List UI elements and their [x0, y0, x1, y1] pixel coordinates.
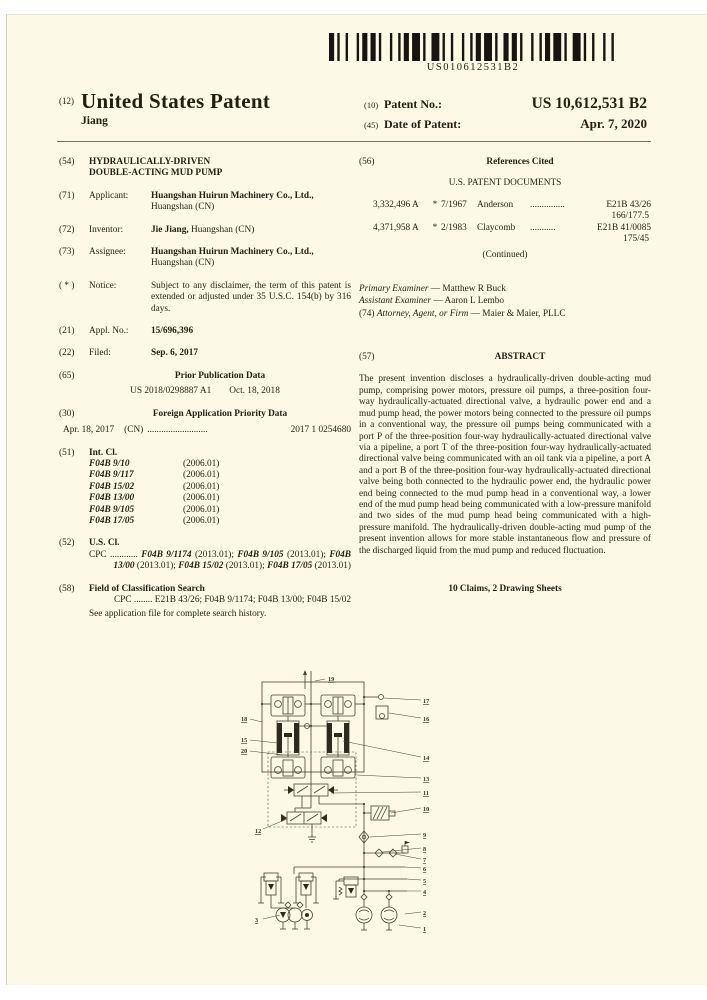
field-num: (73)	[59, 247, 75, 258]
leader-line	[370, 834, 421, 837]
figure-ref-numeral: 11	[423, 790, 429, 797]
figure-ref-numeral: 9	[423, 832, 427, 839]
field-num: (22)	[59, 348, 75, 359]
field-56-references	[359, 157, 651, 168]
barcode-bar	[398, 33, 400, 61]
int-cl-row: F04B 17/05 (2006.01)	[89, 515, 220, 526]
reference-row: 3,332,496 A * 7/1967 Anderson ............... E21B 43/26	[373, 199, 651, 210]
leader-line	[263, 915, 280, 919]
abstract-text: The present invention discloses a hydraulically-driven double-acting mud pump, comprising power motors, pressure oil pumps, a three-position four-way hydraulically-actuated directional valve, a hydraulic power end and a mud pump head, the power motors being connected to the pressure oil pumps in a conventional way, the pressure oil pumps being communicated with a port P of the three-position four-way hydraulically-actuated directional valve via a pipeline, a port T of the three-position four-way hydraulically-actuated directional valve being communicated with an oil tank via a pipeline, a port A and a port B of the three-position four-way hydraulically-actuated directional valve being both connected to the hydraulic power end, the hydraulic power end being connected to the mud pump head in a conventional way, a lower end of the mud pump head being communicated with a low-pressure manifold and two sides of the mud pump head being communicated with a high-pressure manifold. The hydraulically-driven double-acting mud pump of the present invention allows for more stable instantaneous flow and pressure of the discharged liquid from the mud pump and reduced fluctuation.	[359, 374, 651, 556]
leader-line	[407, 879, 421, 880]
applicant-label: Applicant:	[89, 190, 129, 201]
barcode-bar	[379, 33, 381, 61]
leader-line	[357, 775, 421, 778]
claims-sheets-note: 10 Claims, 2 Drawing Sheets	[448, 583, 562, 594]
field-search-heading: Field of Classification Search	[89, 583, 205, 594]
leader-line	[331, 792, 421, 793]
prior-pub-heading: Prior Publication Data	[174, 370, 266, 381]
field-num: (56)	[359, 157, 375, 167]
invention-title	[89, 157, 351, 180]
header-left	[59, 89, 270, 127]
leader-line	[263, 819, 287, 829]
inventor-value	[151, 225, 351, 236]
header-right	[364, 95, 647, 135]
figure-ref-numeral: 6	[423, 866, 427, 873]
leader-line	[250, 740, 278, 743]
figure-ref-numeral: 8	[423, 846, 427, 853]
inventor-name: Jie Jiang,	[151, 224, 189, 235]
figure-ref-numeral: 7	[423, 857, 427, 864]
figure-ref-numeral: 4	[423, 889, 427, 896]
barcode-bar	[329, 33, 334, 61]
date-label: Date of Patent:	[384, 117, 462, 131]
barcode-bar	[603, 33, 605, 61]
foreign-priority-heading: Foreign Application Priority Data	[152, 408, 288, 419]
field-51-int-cl	[59, 448, 351, 528]
field-73-assignee	[59, 247, 351, 270]
barcode-bar	[337, 33, 339, 61]
assistant-examiner: Assistant Examiner — Aaron L Lembo	[359, 296, 505, 307]
barcode-bar	[584, 33, 586, 61]
int-cl-row: F04B 9/117 (2006.01)	[89, 470, 220, 481]
reference-subclass: 166/177.5	[611, 211, 649, 222]
field-search-cpc: CPC ........ E21B 43/26; F04B 9/1174; F04B 13/00; F04B 15/02	[113, 594, 351, 605]
notice-text: Subject to any disclaimer, the term of this patent is extended or adjusted under 35 U.S.C. 154(b) by 316 days.	[151, 280, 351, 314]
field-notice	[59, 281, 351, 315]
field-num: ( * )	[59, 280, 75, 291]
prior-pub-number: US 2018/0298887 A1	[130, 386, 212, 397]
filed-value: Sep. 6, 2017	[151, 348, 199, 359]
header-rule	[57, 141, 651, 142]
inventor-location: Huangshan (CN)	[188, 224, 255, 235]
assignee-value	[151, 247, 351, 270]
field-21-appl-no	[59, 326, 351, 337]
field-num: (65)	[59, 370, 75, 381]
int-cl-row: F04B 9/10 (2006.01)	[89, 458, 220, 469]
filed-label: Filed:	[89, 348, 111, 359]
figure-ref-numeral: 18	[241, 716, 248, 723]
figure-ref-numeral: 3	[255, 917, 259, 924]
figure-ref-numeral: 17	[423, 698, 430, 705]
us-cl-heading: U.S. Cl.	[89, 538, 120, 549]
continued-note: (Continued)	[482, 250, 528, 261]
leader-line	[315, 679, 325, 681]
barcode-bar	[404, 33, 409, 61]
field-65-prior-publication	[59, 371, 351, 398]
barcode	[329, 33, 617, 61]
barcode-bar	[423, 33, 425, 61]
us-cl-cpc: CPC ............ F04B 9/1174 (2013.01); F04B 9/105 (2013.01); F04B 13/00 (2013.01); F04B 15/02 (2013.01); F04B 17/05 (2013.01)	[89, 549, 352, 572]
patent-no-code: (10)	[364, 100, 379, 110]
field-num: (57)	[359, 352, 375, 363]
applicant-name: Huangshan Huirun Machinery Co., Ltd.,	[151, 190, 314, 201]
field-search-note: See application file for complete search history.	[89, 609, 267, 620]
appl-no-label: Appl. No.:	[89, 326, 129, 337]
patent-no-value: US 10,612,531 B2	[531, 95, 647, 112]
field-num: (71)	[59, 190, 75, 201]
barcode-bar	[545, 33, 550, 61]
appl-no-value: 15/696,396	[151, 326, 194, 337]
barcode-bar	[611, 33, 613, 61]
barcode-bar	[512, 33, 517, 61]
leader-line	[391, 808, 421, 813]
field-22-filed	[59, 348, 351, 359]
field-72-inventor	[59, 225, 351, 236]
barcode-bar	[431, 33, 439, 61]
patent-page	[6, 14, 707, 985]
us-patent-documents-heading: U.S. PATENT DOCUMENTS	[448, 178, 562, 189]
doc-kind-code: (12)	[59, 96, 74, 106]
barcode-bar	[564, 33, 566, 61]
barcode-bar	[520, 33, 522, 61]
int-cl-row: F04B 13/00 (2006.01)	[89, 493, 220, 504]
primary-examiner: Primary Examiner — Matthew R Buck	[359, 283, 506, 294]
priority-app-number: 2017 1 0254680	[290, 425, 351, 436]
barcode-bar	[390, 33, 392, 61]
barcode-bar	[531, 33, 533, 61]
examiner-block	[359, 284, 651, 320]
dot-leader: ..........................	[147, 425, 208, 436]
figure-ref-numeral: 5	[423, 878, 427, 885]
figure-ref-numeral: 16	[423, 716, 430, 723]
barcode-bar	[592, 33, 594, 61]
figure-ref-numeral: 1	[423, 926, 427, 933]
int-cl-heading: Int. Cl.	[89, 447, 118, 458]
figure-ref-numeral: 19	[328, 676, 335, 683]
attorney-agent-firm: (74) Attorney, Agent, or Firm — Maier & Maier, PLLC	[359, 308, 566, 319]
leader-line	[405, 912, 421, 914]
field-58-classification-search	[59, 584, 351, 621]
figure-ref-numeral: 14	[423, 755, 430, 762]
barcode-bar	[362, 33, 367, 61]
barcode-bar	[357, 33, 359, 61]
leader-line	[399, 925, 421, 928]
field-30-foreign-priority	[59, 409, 351, 437]
barcode-block	[325, 33, 621, 73]
barcode-bar	[470, 33, 472, 61]
field-num: (72)	[59, 224, 75, 235]
field-num: (21)	[59, 326, 75, 337]
figure-ref-numeral: 15	[241, 737, 248, 744]
barcode-bar	[495, 33, 497, 61]
barcode-bar	[573, 33, 581, 61]
barcode-bar	[553, 33, 561, 61]
leader-line	[389, 713, 421, 718]
page-title: United States Patent	[81, 89, 271, 113]
figure-ref-numeral: 2	[423, 910, 427, 917]
int-cl-row: F04B 9/105 (2006.01)	[89, 504, 220, 515]
field-num: (52)	[59, 538, 75, 549]
references-heading: References Cited	[486, 157, 554, 167]
barcode-text: US010612531B2	[426, 62, 520, 73]
leader-line	[405, 867, 421, 868]
field-57-abstract	[359, 352, 651, 363]
prior-pub-date: Oct. 18, 2018	[229, 386, 280, 397]
hydraulic-schematic-drawing	[231, 667, 531, 979]
patent-no-label: Patent No.:	[384, 97, 442, 111]
barcode-bar	[412, 33, 420, 61]
leader-line	[384, 698, 421, 700]
field-52-us-cl	[59, 538, 351, 572]
left-column	[59, 157, 351, 632]
notice-label: Notice:	[89, 280, 117, 291]
date-value: Apr. 7, 2020	[580, 116, 647, 131]
inventor-surname: Jiang	[81, 115, 108, 127]
assignee-name: Huangshan Huirun Machinery Co., Ltd.,	[151, 247, 314, 258]
barcode-bar	[346, 33, 348, 61]
title-line-2: DOUBLE-ACTING MUD PUMP	[89, 168, 223, 179]
priority-date: Apr. 18, 2017	[63, 425, 115, 436]
barcode-bar	[503, 33, 508, 61]
field-num: (58)	[59, 583, 75, 594]
barcode-bar	[539, 33, 541, 61]
reference-subclass: 175/45	[623, 234, 649, 245]
applicant-location: Huangshan (CN)	[151, 202, 215, 213]
figure-ref-numeral: 12	[255, 828, 262, 835]
field-71-applicant	[59, 191, 351, 214]
field-54-title	[59, 157, 351, 180]
date-code: (45)	[364, 120, 379, 130]
barcode-bar	[371, 33, 376, 61]
abstract-heading: ABSTRACT	[494, 352, 546, 363]
applicant-value	[151, 191, 351, 214]
field-num: (54)	[59, 157, 75, 167]
leader-line	[343, 741, 421, 757]
barcode-bar	[443, 33, 445, 61]
inventor-label: Inventor:	[89, 224, 124, 235]
title-line-1: HYDRAULICALLY-DRIVEN	[89, 157, 211, 167]
int-cl-row: F04B 15/02 (2006.01)	[89, 481, 220, 492]
leader-line	[395, 854, 421, 859]
barcode-bar	[476, 33, 481, 61]
right-column	[359, 157, 651, 595]
assignee-location: Huangshan (CN)	[151, 258, 215, 269]
field-num: (30)	[59, 408, 75, 419]
leader-line	[250, 719, 262, 722]
figure-ref-numeral: 20	[241, 748, 248, 755]
figure-ref-numeral: 13	[423, 776, 430, 783]
field-num: (51)	[59, 447, 75, 458]
assignee-label: Assignee:	[89, 247, 126, 258]
figure-1-schematic	[231, 667, 531, 979]
barcode-bar	[451, 33, 453, 61]
barcode-bar	[484, 33, 492, 61]
figure-ref-numeral: 10	[423, 806, 430, 813]
priority-country: (CN)	[124, 425, 144, 436]
barcode-bar	[462, 33, 464, 61]
reference-row: 4,371,958 A * 2/1983 Claycomb ........... E21B 41/0085	[373, 222, 651, 233]
